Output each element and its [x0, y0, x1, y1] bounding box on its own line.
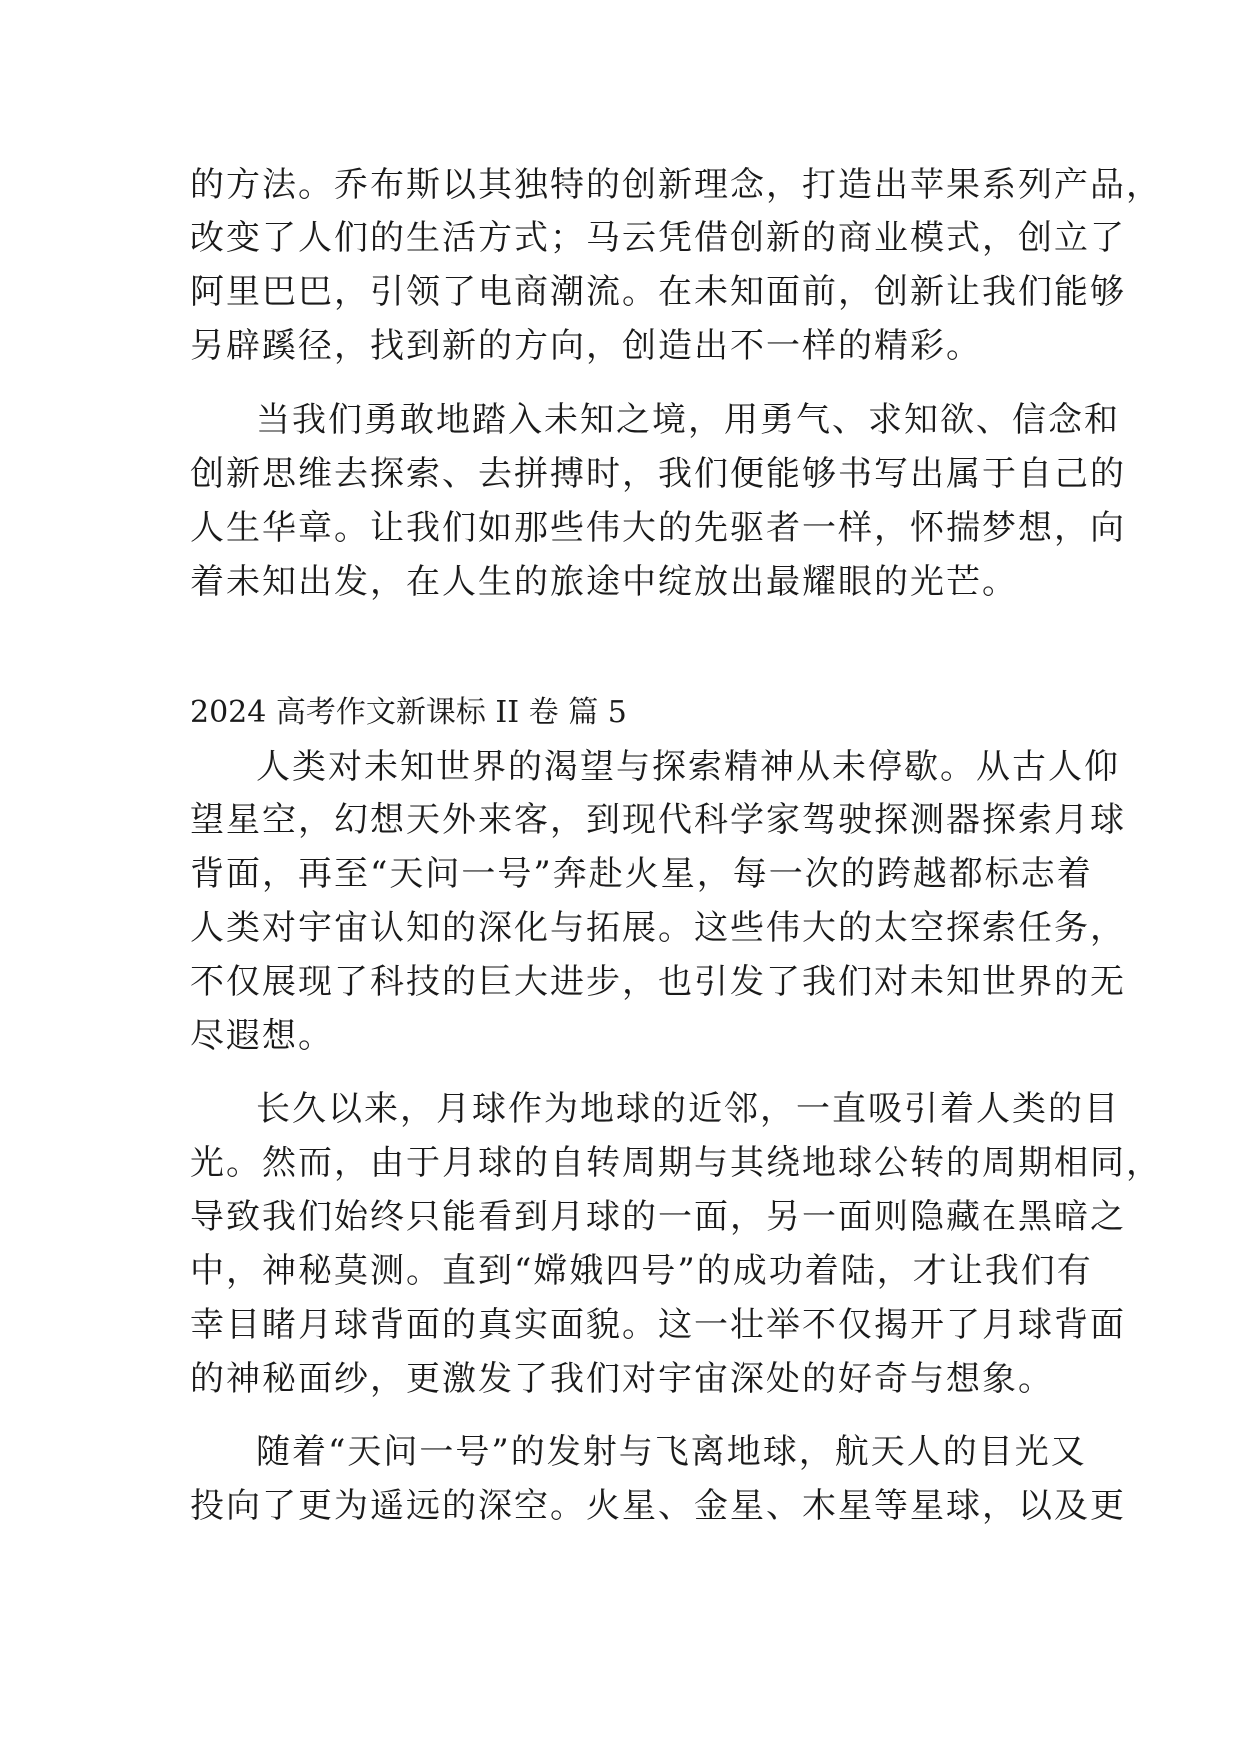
text-line: 人生华章。让我们如那些伟大的先驱者一样，怀揣梦想，向	[190, 508, 1126, 548]
text-line: 着未知出发，在人生的旅途中绽放出最耀眼的光芒。	[190, 562, 1018, 602]
section-heading: 2024 高考作文新课标 II 卷 篇 5	[190, 695, 627, 730]
text-line: 人类对宇宙认知的深化与拓展。这些伟大的太空探索任务，	[190, 908, 1126, 948]
text-line: 幸目睹月球背面的真实面貌。这一壮举不仅揭开了月球背面	[190, 1305, 1126, 1345]
text-line: 背面，再至“天问一号”奔赴火星，每一次的跨越都标志着	[190, 854, 1093, 894]
text-line: 投向了更为遥远的深空。火星、金星、木星等星球，以及更	[190, 1486, 1126, 1526]
text-line: 人类对未知世界的渴望与探索精神从未停歇。从古人仰	[256, 747, 1120, 787]
text-line: 当我们勇敢地踏入未知之境，用勇气、求知欲、信念和	[256, 400, 1120, 440]
text-line: 阿里巴巴，引领了电商潮流。在未知面前，创新让我们能够	[190, 272, 1126, 312]
text-line: 随着“天问一号”的发射与飞离地球，航天人的目光又	[256, 1432, 1087, 1472]
text-line: 的方法。乔布斯以其独特的创新理念，打造出苹果系列产品，	[190, 165, 1162, 205]
text-line: 创新思维去探索、去拼搏时，我们便能够书写出属于自己的	[190, 454, 1126, 494]
text-line: 导致我们始终只能看到月球的一面，另一面则隐藏在黑暗之	[190, 1197, 1126, 1237]
text-line: 光。然而，由于月球的自转周期与其绕地球公转的周期相同，	[190, 1143, 1162, 1183]
text-line: 中，神秘莫测。直到“嫦娥四号”的成功着陆，才让我们有	[190, 1251, 1093, 1291]
text-line: 的神秘面纱，更激发了我们对宇宙深处的好奇与想象。	[190, 1359, 1054, 1399]
text-line: 不仅展现了科技的巨大进步，也引发了我们对未知世界的无	[190, 962, 1126, 1002]
text-line: 改变了人们的生活方式；马云凭借创新的商业模式，创立了	[190, 218, 1126, 258]
text-line: 另辟蹊径，找到新的方向，创造出不一样的精彩。	[190, 326, 982, 366]
text-line: 望星空，幻想天外来客，到现代科学家驾驶探测器探索月球	[190, 800, 1126, 840]
text-line: 长久以来，月球作为地球的近邻，一直吸引着人类的目	[256, 1089, 1120, 1129]
text-line: 尽遐想。	[190, 1016, 334, 1056]
